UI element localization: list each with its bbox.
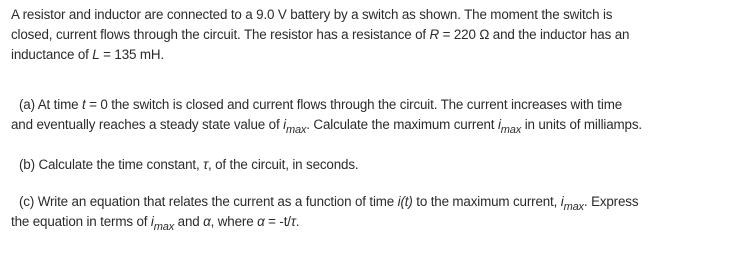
i-max-symbol: $i_{max}$ xyxy=(283,117,307,136)
intro-line-1: A resistor and inductor are connected to a 9.0 V battery by a switch as shown. The moment the switch is xyxy=(11,7,613,22)
question-part-c xyxy=(11,192,751,232)
part-c-line-2: the equation in terms of $i_{max}$ and α, where α = -t/τ. xyxy=(11,214,300,233)
inductance-symbol: L xyxy=(92,47,100,62)
current-function-symbol: i(t) xyxy=(397,194,413,209)
part-a-line-2: and eventually reaches a steady state value of $i_{max}$. Calculate the maximum current $i_{max}$ in units of milliamps. xyxy=(11,117,642,136)
question-part-b xyxy=(11,155,751,175)
time-symbol: t xyxy=(81,97,86,112)
alpha-symbol: α xyxy=(257,214,265,229)
tau-symbol: τ xyxy=(203,157,208,172)
i-max-symbol: $i_{max}$ xyxy=(497,117,522,136)
alpha-symbol: α xyxy=(203,214,211,229)
problem-intro xyxy=(11,5,751,65)
resistance-symbol: R xyxy=(429,27,440,42)
i-max-symbol: $i_{max}$ xyxy=(150,214,175,233)
part-a-line-1: (a) At time t = 0 the switch is closed and current flows through the circuit. The current increases with time xyxy=(19,97,622,112)
part-c-line-1: (c) Write an equation that relates the current as a function of time i(t) to the maximum current, $i_{max}$. Express xyxy=(19,194,639,213)
intro-line-2: closed, current flows through the circuit. The resistor has a resistance of R = 220 Ω and the inductor has an xyxy=(11,27,630,42)
part-b-line: (b) Calculate the time constant, τ, of the circuit, in seconds. xyxy=(19,157,359,172)
intro-line-3: inductance of L = 135 mH. xyxy=(11,47,164,62)
tau-symbol: τ xyxy=(290,214,296,229)
i-max-symbol: $i_{max}$ xyxy=(560,194,584,213)
question-part-a xyxy=(11,95,751,135)
